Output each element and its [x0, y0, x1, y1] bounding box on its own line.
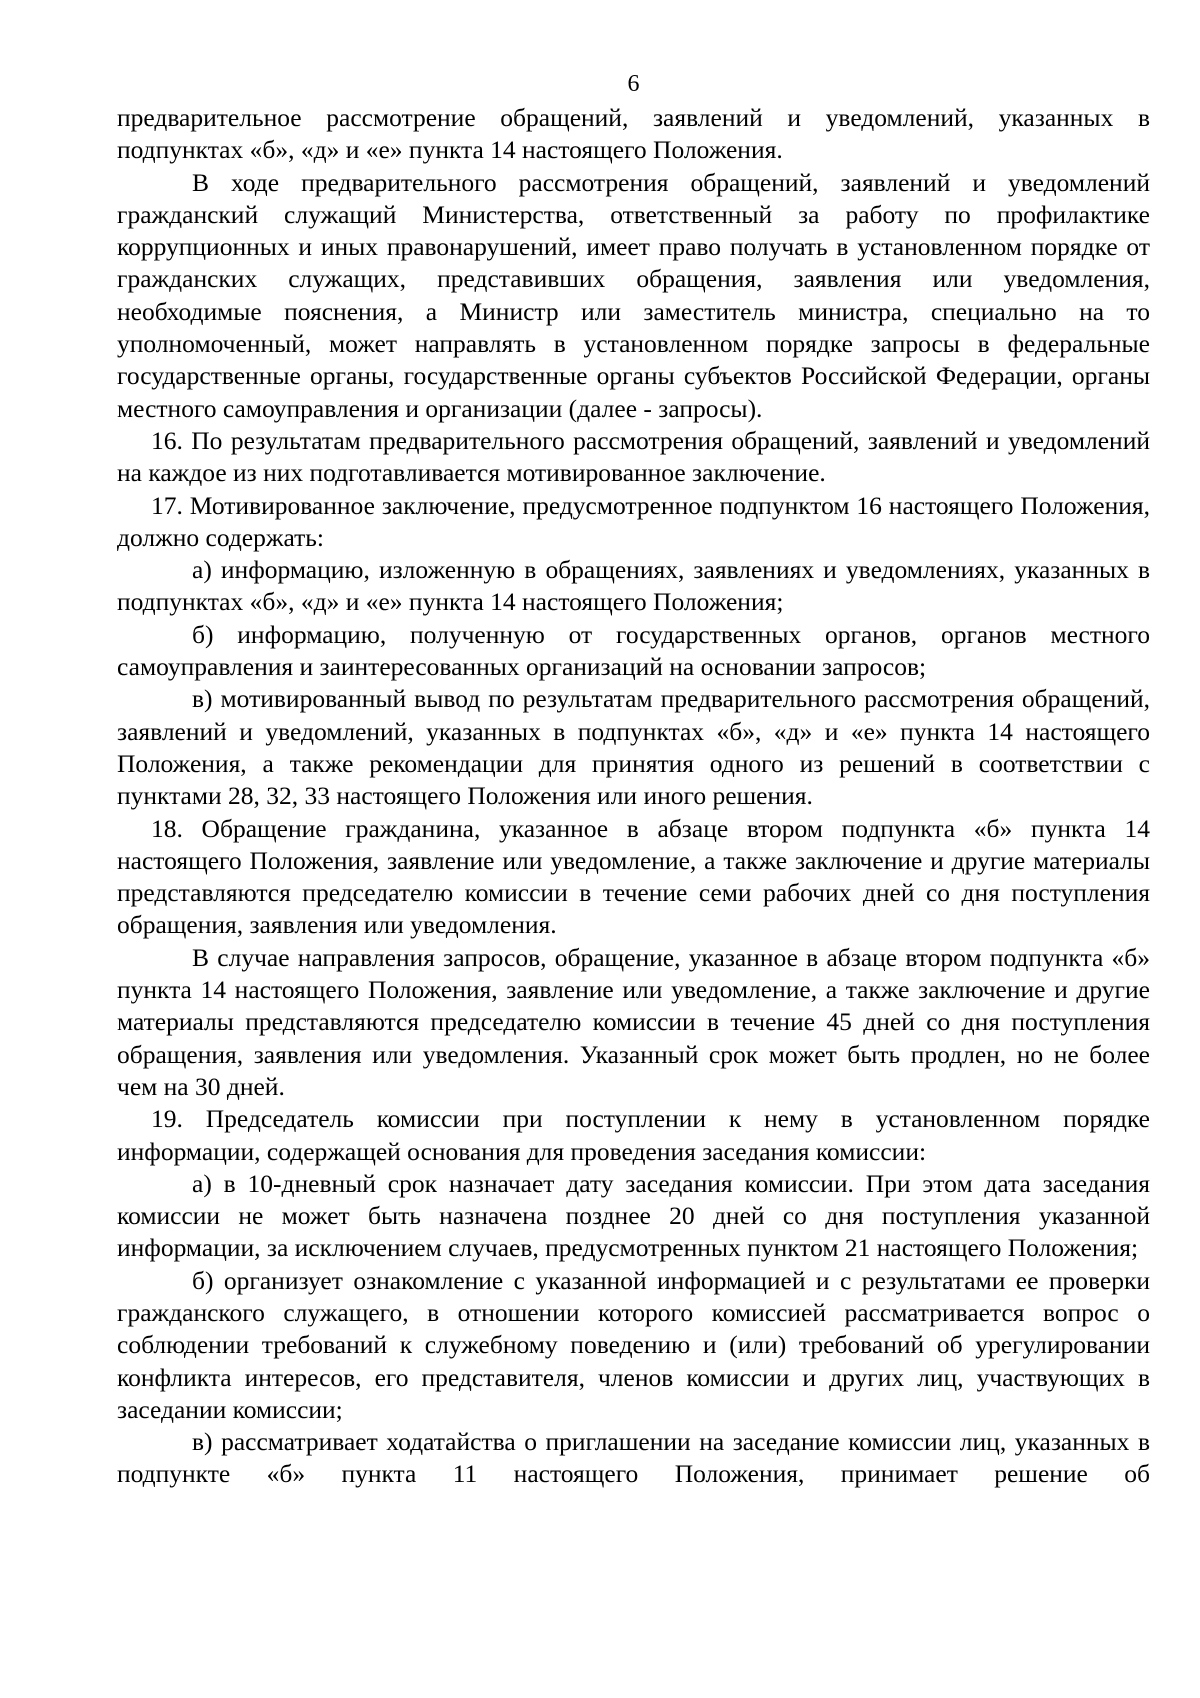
paragraph-item-19: 19. Председатель комиссии при поступлении к нему в установленном порядке информации, содержащей основания для проведения заседания комиссии:	[117, 1104, 1150, 1166]
document-page	[117, 70, 1150, 1491]
page-number: 6	[627, 71, 640, 97]
paragraph-item-17-b: б) информацию, полученную от государственных органов, органов местного самоуправления и заинтересованных организаций на основании запросов;	[117, 619, 1150, 682]
paragraph-item-17-a: а) информацию, изложенную в обращениях, заявлениях и уведомлениях, указанных в подпунктах «б», «д» и «е» пункта 14 настоящего Положения;	[117, 555, 1150, 617]
paragraph-item-18: 18. Обращение гражданина, указанное в абзаце втором подпункта «б» пункта 14 настоящего Положения, заявление или уведомление, а также заключение и другие материалы представляются председателю комиссии в течение семи рабочих дней со дня поступления обращения, заявления или уведомления.	[117, 813, 1150, 940]
paragraph-item-16: 16. По результатам предварительного рассмотрения обращений, заявлений и уведомлений на каждое из них подготавливается мотивированное заключение.	[117, 425, 1150, 488]
paragraph-preliminary-review: В ходе предварительного рассмотрения обращений, заявлений и уведомлений гражданский служащий Министерства, ответственный за работу по профилактике коррупционных и иных правонарушений, имеет право получать в установленном порядке от гражданских служащих, представивших обращения, заявления или уведомления, необходимые пояснения, а Министр или заместитель министра, специально на то уполномоченный, может направлять в установленном порядке запросы в федеральные государственные органы, государственные органы субъектов Российской Федерации, органы местного самоуправления и организации (далее - запросы).	[117, 167, 1150, 423]
paragraph-item-18-requests: В случае направления запросов, обращение, указанное в абзаце втором подпункта «б» пункта 14 настоящего Положения, заявление или уведомление, а также заключение и другие материалы представляются председателю комиссии в течение 45 дней со дня поступления обращения, заявления или уведомления. Указанный срок может быть продлен, но не более чем на 30 дней.	[117, 942, 1150, 1101]
paragraph-continuation: предварительное рассмотрение обращений, заявлений и уведомлений, указанных в подпунктах «б», «д» и «е» пункта 14 настоящего Положения.	[117, 103, 1150, 165]
paragraph-item-17: 17. Мотивированное заключение, предусмотренное подпунктом 16 настоящего Положения, должно содержать:	[117, 490, 1150, 552]
paragraph-item-19-a: а) в 10-дневный срок назначает дату заседания комиссии. При этом дата заседания комиссии не может быть назначена позднее 20 дней со дня поступления указанной информации, за исключением случаев, предусмотренных пунктом 21 настоящего Положения;	[117, 1168, 1150, 1263]
paragraph-item-17-v: в) мотивированный вывод по результатам предварительного рассмотрения обращений, заявлений и уведомлений, указанных в подпунктах «б», «д» и «е» пункта 14 настоящего Положения, а также рекомендации для принятия одного из решений в соответствии с пунктами 28, 32, 33 настоящего Положения или иного решения.	[117, 684, 1150, 811]
paragraph-item-19-b: б) организует ознакомление с указанной информацией и с результатами ее проверки гражданского служащего, в отношении которого комиссией рассматривается вопрос о соблюдении требований к служебному поведению и (или) требований об урегулировании конфликта интересов, его представителя, членов комиссии и других лиц, участвующих в заседании комиссии;	[117, 1265, 1150, 1424]
paragraph-item-19-v: в) рассматривает ходатайства о приглашении на заседание комиссии лиц, указанных в подпункте «б» пункта 11 настоящего Положения, принимает решение об	[117, 1427, 1150, 1489]
